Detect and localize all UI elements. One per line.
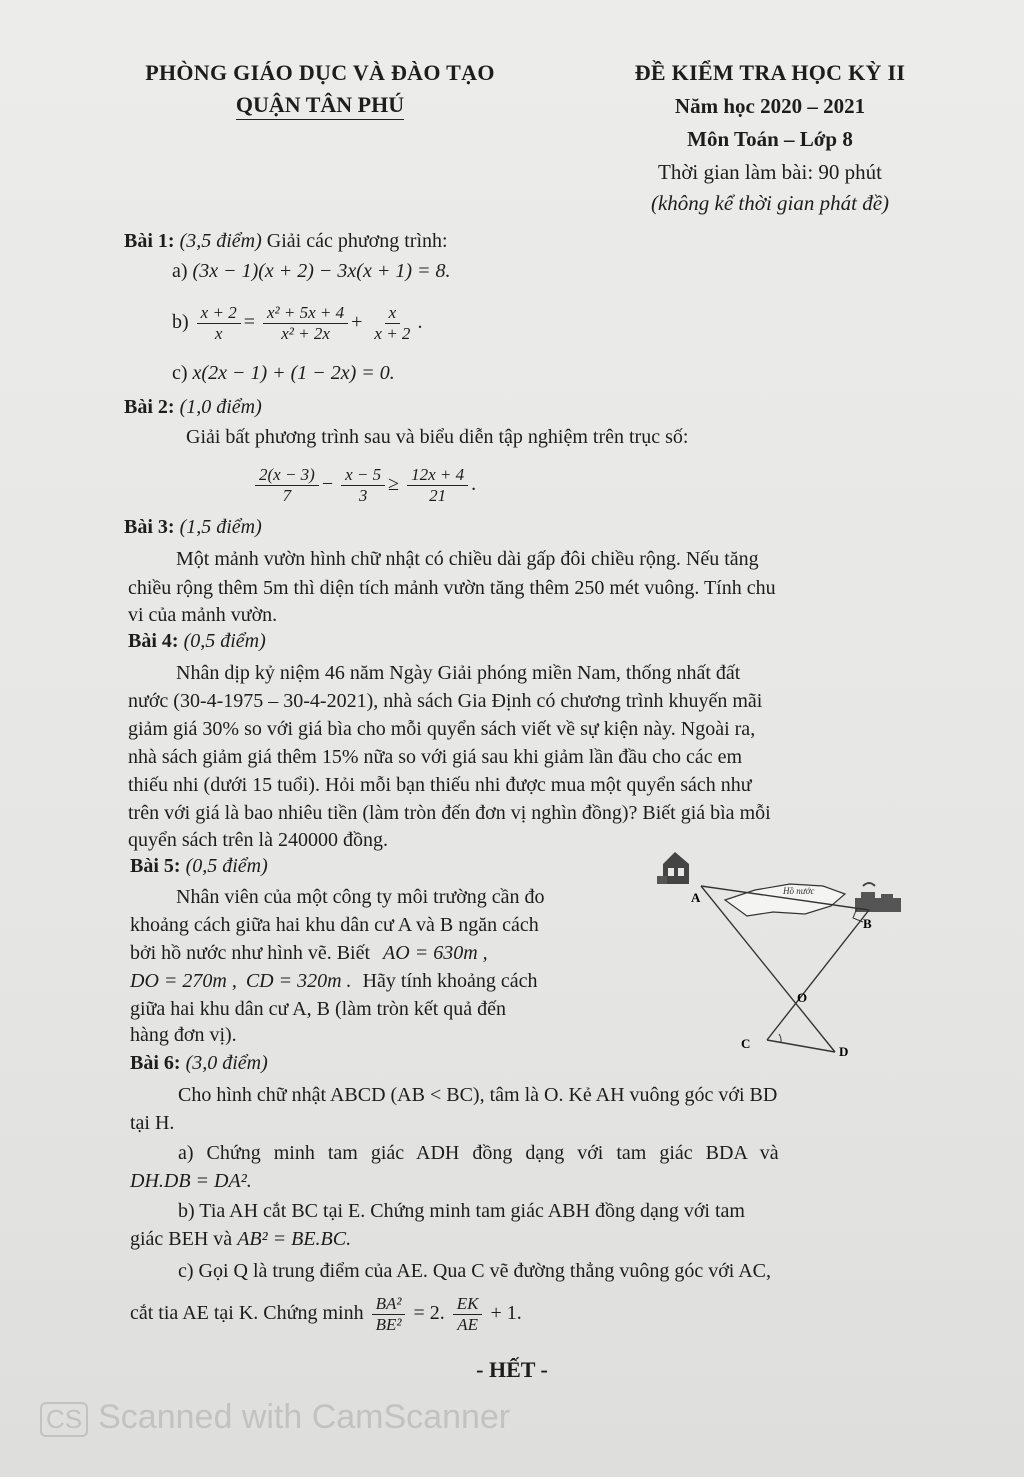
bai1-a-equation: (3x − 1)(x + 2) − 3x(x + 1) = 8. [192, 260, 451, 282]
fraction-denominator: x² + 2x [281, 323, 330, 343]
fraction-denominator: x + 2 [374, 323, 411, 343]
subject: Môn Toán – Lớp 8 [687, 127, 853, 151]
bai6-heading [130, 1050, 268, 1077]
bai3-line-3: vi của mảnh vườn. [128, 604, 278, 626]
bai1-b-label: b) [172, 311, 189, 333]
bai4-points: (0,5 điểm) [183, 630, 266, 652]
bai5-cd-value: CD = 320m . [245, 970, 352, 992]
bai2-fraction-3 [407, 465, 468, 506]
bai5-label: Bài 5: [130, 855, 181, 877]
bai6-points: (3,0 điểm) [185, 1052, 268, 1074]
fraction-numerator: BA² [372, 1294, 406, 1315]
bai6-b-line-2-text: giác BEH và [130, 1228, 233, 1250]
point-a-label: A [691, 890, 701, 905]
fraction-numerator: x + 2 [197, 303, 241, 324]
segment-bc [767, 910, 869, 1040]
bai6-c-line-2-text: cắt tia AE tại K. Chứng minh [130, 1302, 364, 1324]
camscanner-watermark [40, 1398, 510, 1437]
camscanner-logo-icon: CS [40, 1402, 88, 1437]
bai4-line-3: giảm giá 30% so với giá bìa cho mỗi quyển sách viết về sự kiện này. Ngoài ra, [128, 718, 756, 740]
house-b-icon [855, 883, 901, 912]
bai2-task: Giải bất phương trình sau và biểu diễn tập nghiệm trên trục số: [186, 426, 689, 448]
bai6-a-line-1: a) Chứng minh tam giác ADH đồng dạng với tam giác BDA và [178, 1142, 779, 1164]
bai4-line-4: nhà sách giảm giá thêm 15% nữa so với giá sau khi giảm lần đầu cho các em [128, 746, 743, 768]
bai1-points: (3,5 điểm) [179, 230, 262, 252]
end-marker: - HẾT - [476, 1357, 548, 1382]
bai1-b-fraction-2 [263, 303, 348, 344]
bai2-heading [124, 394, 262, 421]
point-o-label: O [797, 990, 808, 1005]
district-name: QUẬN TÂN PHÚ [236, 92, 404, 120]
bai6-line-2: tại H. [130, 1112, 175, 1134]
bai3-heading [124, 514, 262, 541]
bai6-a-line-2: DH.DB = DA². [130, 1170, 252, 1192]
exam-time: Thời gian làm bài: 90 phút [658, 160, 882, 184]
bai6-c-equals: = 2. [413, 1302, 445, 1324]
bai1-a-label: a) [172, 260, 188, 282]
fraction-numerator: x − 5 [341, 465, 385, 486]
bai1-heading [124, 228, 448, 255]
bai1-b: b) $\frac{x + 2}{x}$ = $\frac{\text{x² + 5x + 4}}{\text{x² + 2x}}$ + $\frac{x}{x + 2}$ . [172, 302, 423, 343]
bai6-label: Bài 6: [130, 1052, 181, 1074]
point-c-label: C [741, 1036, 751, 1051]
bai6-b-line-2 [130, 1226, 351, 1253]
bai6-c-line-2 [130, 1288, 522, 1338]
fraction-numerator: x² + 5x + 4 [263, 303, 348, 324]
bai4-line-5: thiếu nhi (dưới 15 tuổi). Hỏi mỗi bạn thiếu nhi được mua một quyển sách như [128, 774, 752, 796]
fraction-denominator: 7 [282, 485, 292, 505]
exam-note: (không kể thời gian phát đề) [650, 191, 890, 215]
point-d-label: D [839, 1044, 849, 1059]
school-year: Năm học 2020 – 2021 [674, 94, 866, 118]
bai2-fraction-1 [255, 465, 319, 506]
bai3-line-2: chiều rộng thêm 5m thì diện tích mảnh vườn tăng thêm 250 mét vuông. Tính chu [128, 577, 776, 599]
bai6-c-end: + 1. [490, 1302, 522, 1324]
segment-cd [767, 1040, 835, 1052]
bai1-a [172, 258, 451, 285]
header-right [600, 60, 940, 216]
bai1-label: Bài 1: [124, 230, 175, 252]
bai4-line-2: nước (30-4-1975 – 30-4-2021), nhà sách Gia Định có chương trình khuyến mãi [128, 690, 763, 712]
bai5-line-6: hàng đơn vị). [130, 1024, 237, 1046]
bai5-line-4 [130, 968, 538, 995]
bai5-points: (0,5 điểm) [185, 855, 268, 877]
house-a-icon [657, 852, 689, 884]
bai5-do-value: DO = 270m , [130, 970, 237, 992]
bai5-line-5: giữa hai khu dân cư A, B (làm tròn kết quả đến [130, 998, 507, 1020]
fraction-denominator: 21 [429, 485, 447, 505]
bai3-points: (1,5 điểm) [179, 516, 262, 538]
lake-shape [725, 884, 845, 916]
fraction-denominator: 3 [358, 485, 368, 505]
exam-title: ĐỀ KIỂM TRA HỌC KỲ II [634, 60, 906, 85]
angle-c-mark [779, 1034, 781, 1042]
bai6-c-line-1: c) Gọi Q là trung điểm của AE. Qua C vẽ đường thẳng vuông góc với AC, [178, 1260, 772, 1282]
bai2-fraction-2 [341, 465, 385, 506]
fraction-numerator: 12x + 4 [407, 465, 468, 486]
bai4-line-6: trên với giá là bao nhiêu tiền (làm tròn đến đơn vị nghìn đồng)? Biết giá bìa mỗi [128, 802, 771, 824]
bai1-task: Giải các phương trình: [266, 230, 448, 252]
bai2-points: (1,0 điểm) [179, 396, 262, 418]
point-b-label: B [863, 916, 872, 931]
bai5-ao-value: AO = 630m , [383, 942, 488, 964]
bai4-line-7: quyển sách trên là 240000 đồng. [128, 829, 388, 851]
bai4-heading [128, 628, 266, 655]
bai5-line-3 [130, 940, 488, 967]
bai1-b-fraction-3 [370, 303, 414, 344]
lake-label: Hồ nước [783, 886, 815, 896]
watermark-text: Scanned with CamScanner [98, 1398, 511, 1436]
bai6-b-formula: AB² = BE.BC. [237, 1228, 352, 1250]
bai2-inequality: $\frac{2(x - 3)}{7}$ − $\frac{x - 5}{3}$ ≥ $\frac{12x + 4}{21}$ . [252, 456, 476, 512]
fraction-numerator: 2(x − 3) [255, 465, 319, 486]
fraction-denominator: AE [457, 1314, 478, 1334]
bai5-line-3-text: bởi hồ nước như hình vẽ. Biết [130, 942, 371, 964]
bai5-heading [130, 853, 268, 880]
bai5-figure [655, 842, 915, 1064]
bai3-label: Bài 3: [124, 516, 175, 538]
bai4-label: Bài 4: [128, 630, 179, 652]
bai1-c-label: c) [172, 362, 188, 384]
bai2-label: Bài 2: [124, 396, 175, 418]
bai4-line-1: Nhân dịp kỷ niệm 46 năm Ngày Giải phóng miền Nam, thống nhất đất [176, 662, 741, 684]
bai6-b-line-1: b) Tia AH cắt BC tại E. Chứng minh tam giác ABH đồng dạng với tam [178, 1200, 745, 1222]
bai1-c-equation: x(2x − 1) + (1 − 2x) = 0. [192, 362, 395, 384]
bai6-line-1: Cho hình chữ nhật ABCD (AB < BC), tâm là O. Kẻ AH vuông góc với BD [178, 1084, 778, 1106]
bai3-line-1: Một mảnh vườn hình chữ nhật có chiều dài gấp đôi chiều rộng. Nếu tăng [176, 548, 759, 570]
bai1-b-fraction-1 [197, 303, 241, 344]
bai5-line-4-text: Hãy tính khoảng cách [362, 970, 538, 992]
fraction-denominator: BE² [375, 1314, 402, 1334]
fraction-denominator: x [214, 323, 223, 343]
header-left [120, 60, 520, 120]
bai6-c-fraction-1 [372, 1294, 406, 1335]
bai5-line-1: Nhân viên của một công ty môi trường cần đo [176, 886, 545, 908]
bai1-c [172, 360, 395, 387]
bai6-c-fraction-2 [453, 1294, 483, 1335]
fraction-numerator: EK [453, 1294, 483, 1315]
bai5-line-2: khoảng cách giữa hai khu dân cư A và B ngăn cách [130, 914, 539, 936]
department-name: PHÒNG GIÁO DỤC VÀ ĐÀO TẠO [145, 60, 495, 85]
fraction-numerator: x [385, 303, 401, 324]
